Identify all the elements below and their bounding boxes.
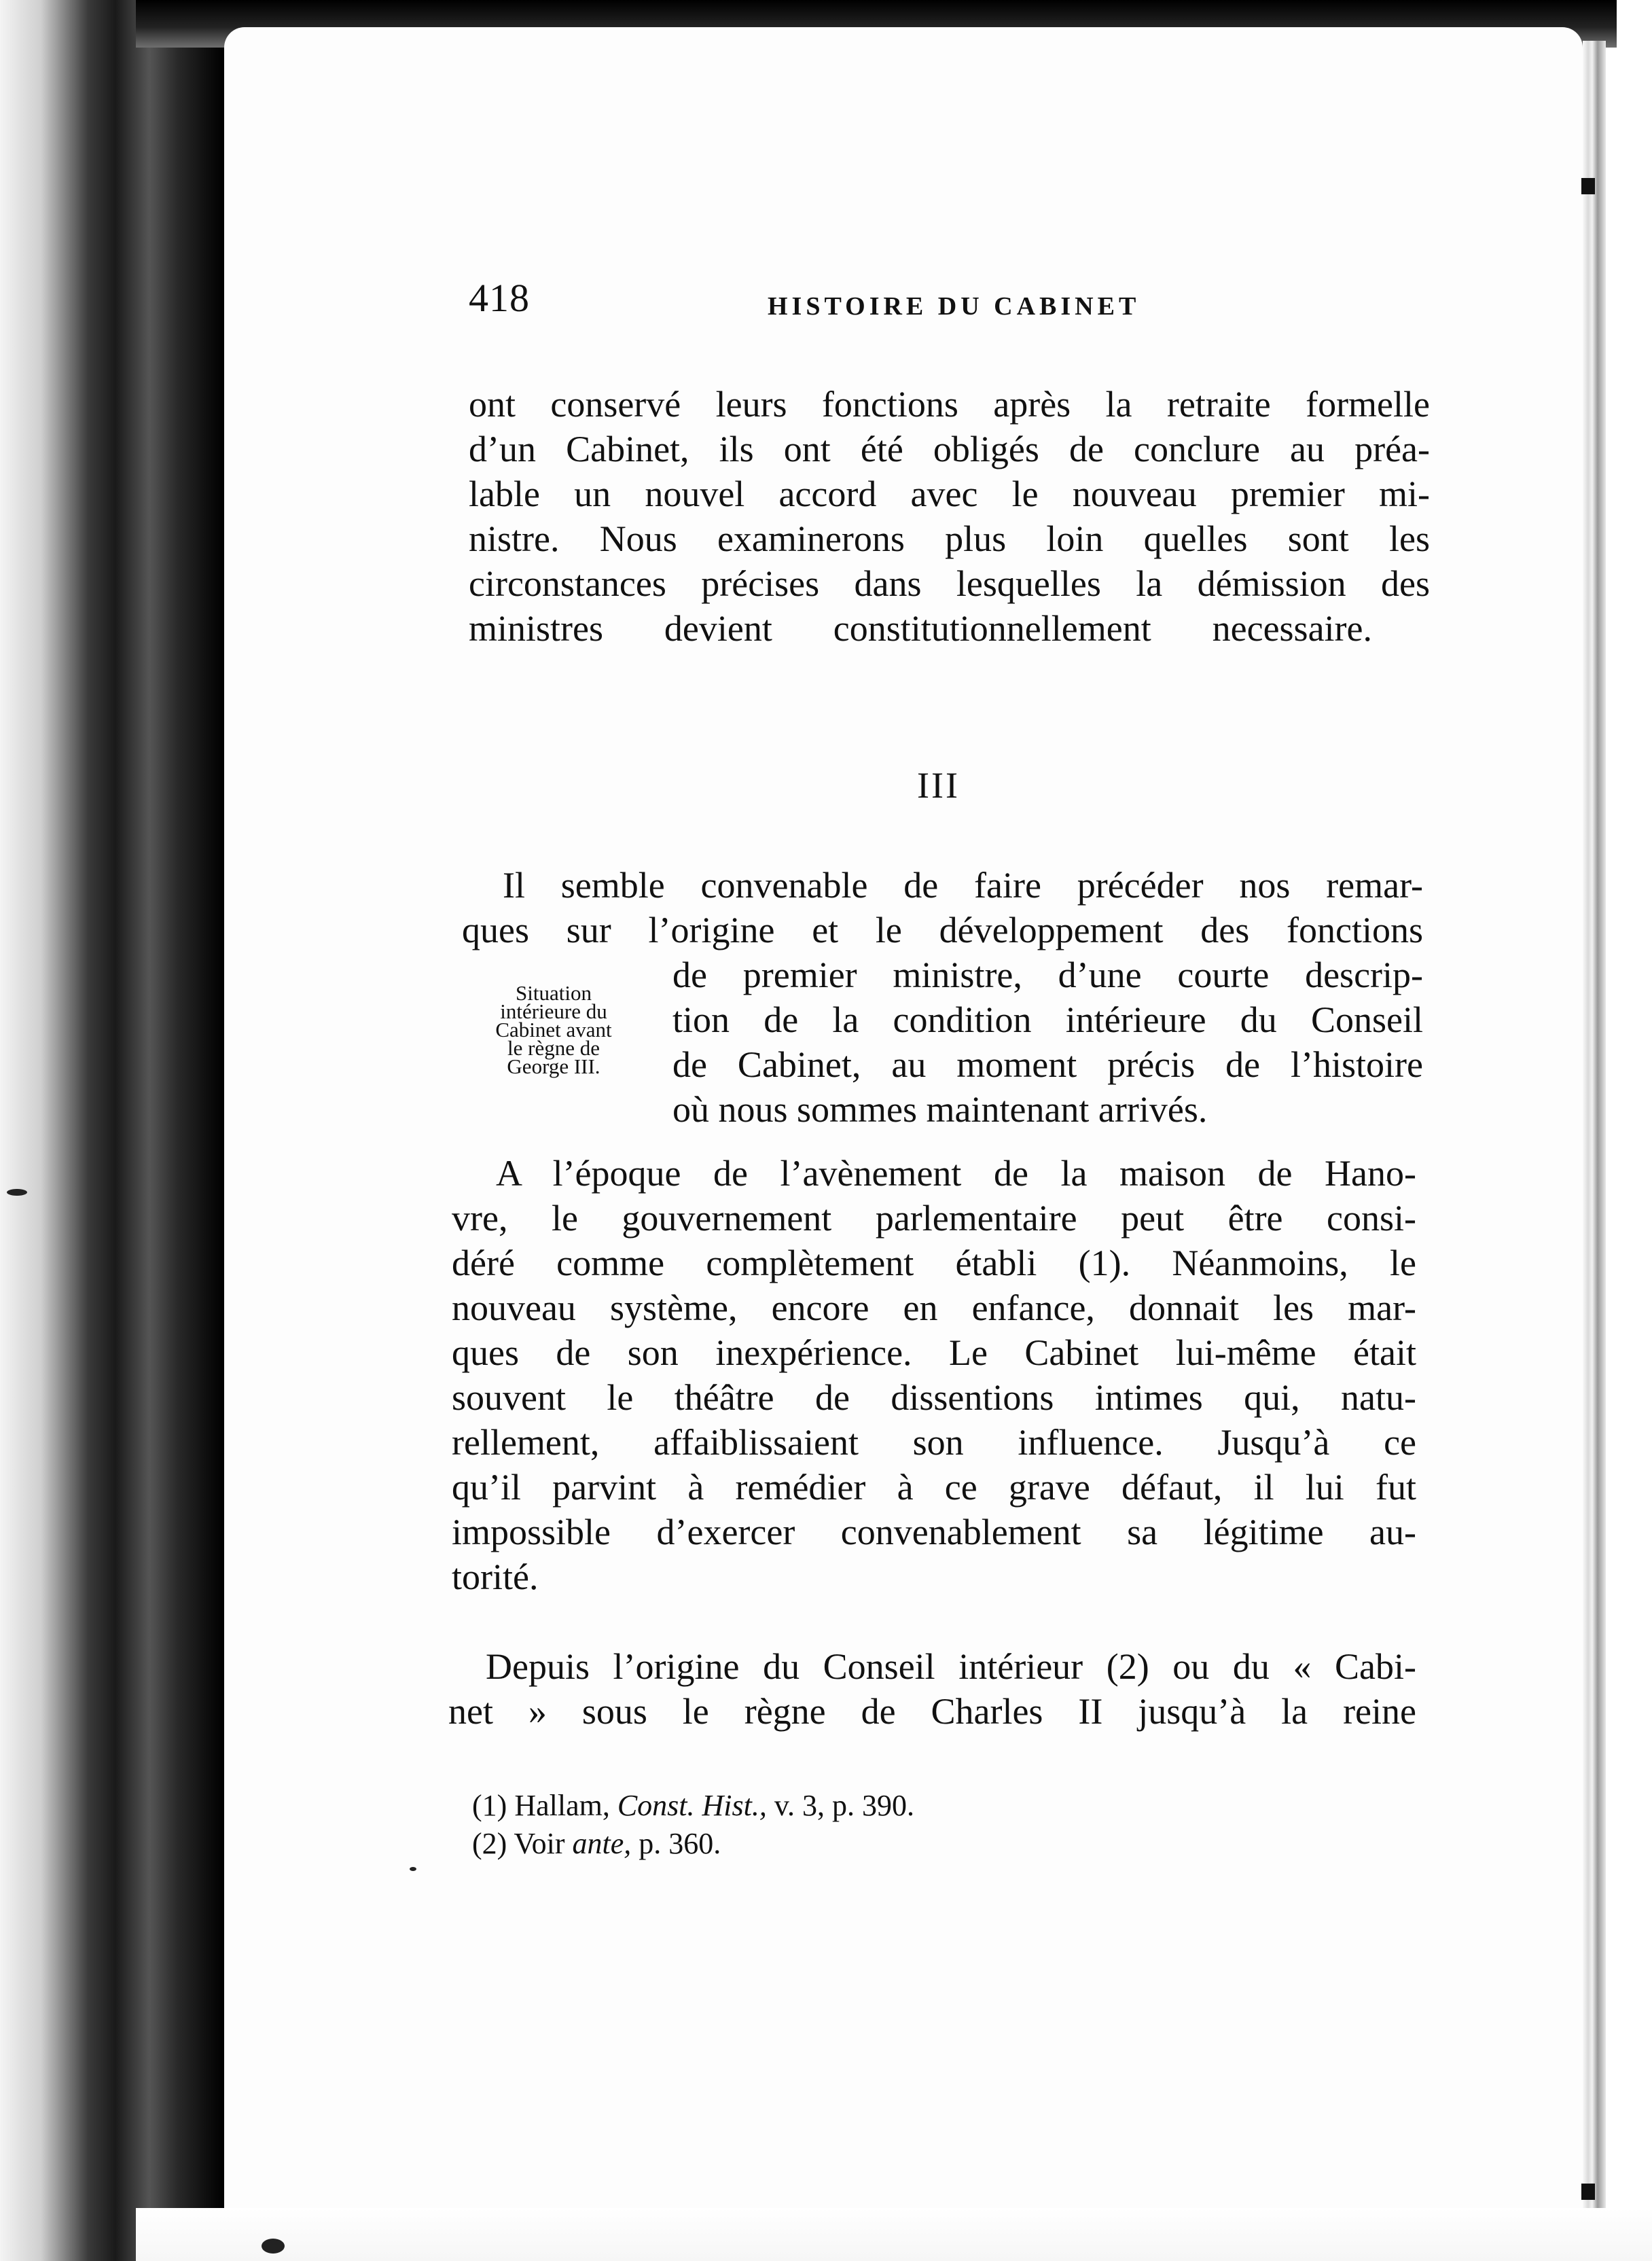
text-line: de Cabinet, au moment précis de l’histoire [672,1044,1423,1085]
running-head [469,275,1420,330]
text-line: qu’il parvint à remédier à ce grave défaut, il lui fut [452,1467,1416,1508]
text-line: nouveau système, encore en enfance, donnait les mar- [452,1287,1416,1328]
text-line: ques de son inexpérience. Le Cabinet lui-même était [452,1332,1416,1373]
scan-speck [262,2239,285,2254]
text-line: déré comme complètement établi (1). Néanmoins, le [452,1243,1416,1283]
text-line: ministres devient constitutionnellement necessaire. [469,608,1372,649]
book-edge-bottom [136,2208,1652,2261]
text-line: de premier ministre, d’une courte descrip- [672,955,1423,995]
text-line: souvent le théâtre de dissentions intimes qui, natu- [452,1377,1416,1418]
footnote-marker: (2) [472,1827,507,1860]
footnote-italic: ante, [572,1827,632,1860]
text-line: net » sous le règne de Charles II jusqu’à la reine [448,1691,1416,1732]
section-number: III [917,765,960,806]
footnote-text: p. 360. [639,1827,721,1860]
footnote-text: Hallam, [514,1789,610,1822]
footnote-text: Voir [514,1827,565,1860]
book-edge-right [1583,41,1606,2215]
footnote-italic: Const. Hist., [617,1789,767,1822]
text-line: torité. [452,1556,539,1597]
page-number: 418 [469,276,530,320]
text-line: tion de la condition intérieure du Conseil [672,999,1423,1040]
text-line: d’un Cabinet, ils ont été obligés de conclure au préa- [469,429,1430,469]
text-line: circonstances précises dans lesquelles la démission des [469,563,1430,604]
marginal-note [462,981,645,1078]
marginal-note-line: George III. [507,1054,600,1078]
marginal-note-line: Cabinet avant [495,1018,612,1042]
text-line: impossible d’exercer convenablement sa légitime au- [452,1512,1416,1552]
edge-mark [1581,2184,1595,2200]
footnote [472,1826,721,1862]
edge-mark [1581,178,1595,194]
text-line: vre, le gouvernement parlementaire peut être consi- [452,1198,1416,1239]
scan-speck [7,1189,27,1196]
text-line: ques sur l’origine et le développement des fonctions [462,910,1423,950]
footnote [472,1788,914,1823]
marginal-note-line: le règne de [507,1036,600,1060]
text-line: Depuis l’origine du Conseil intérieur (2) ou du « Cabi- [486,1646,1416,1687]
book-edge-left [0,0,224,2261]
text-line: où nous sommes maintenant arrivés. [672,1089,1208,1130]
footnote-text: v. 3, p. 390. [774,1789,915,1822]
text-line: lable un nouvel accord avec le nouveau premier mi- [469,474,1430,514]
marginal-note-line: Situation [516,981,592,1005]
text-line: A l’époque de l’avènement de la maison de Hano- [496,1153,1416,1194]
text-line: ont conservé leurs fonctions après la retraite formelle [469,384,1430,425]
text-line: nistre. Nous examinerons plus loin quelles sont les [469,518,1430,559]
marginal-note-line: intérieure du [500,999,607,1023]
scan-speck [410,1867,416,1871]
text-line: Il semble convenable de faire précéder nos remar- [503,865,1423,906]
footnote-marker: (1) [472,1789,507,1822]
text-line: rellement, affaiblissaient son influence. Jusqu’à ce [452,1422,1416,1463]
running-title: HISTOIRE DU CABINET [768,292,1141,321]
